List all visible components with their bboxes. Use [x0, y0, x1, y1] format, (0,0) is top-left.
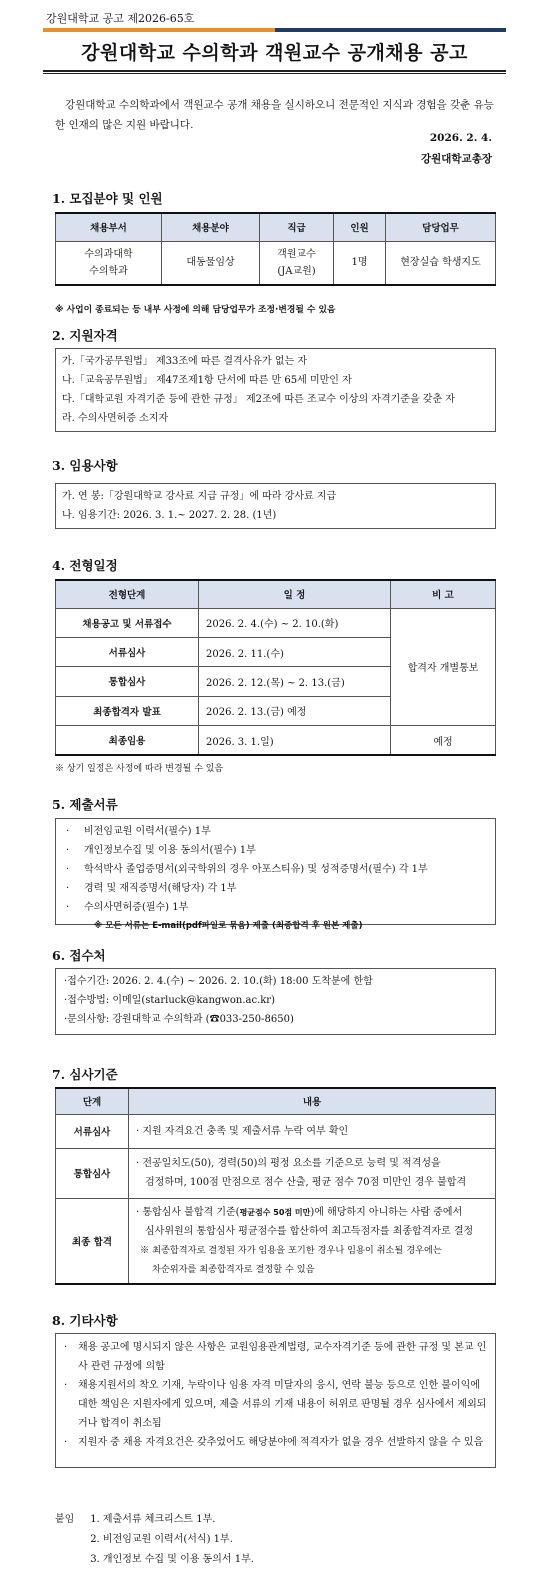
list-item: 나. 임용기간: 2026. 3. 1.~ 2027. 2. 28. (1년)	[62, 510, 277, 521]
section-title-qualification: 2. 지원자격	[52, 328, 118, 343]
table-row: 서류심사 · 지원 자격요건 충족 및 제출서류 누락 여부 확인	[56, 1114, 496, 1148]
list-item: ·문의사항: 강원대학교 수의학과 (☎033-250-8650)	[64, 1014, 294, 1025]
table-row: 서류심사 2026. 2. 11.(수)	[56, 637, 496, 666]
list-item: · 채용 공고에 명시되지 않은 사항은 교원임용관계법령, 교수자격기준 등에 관한 규정 및 본교 인사 관련 규정에 의함	[64, 1342, 487, 1372]
issuer: 강원대학교총장	[420, 153, 492, 165]
page-title: 강원대학교 수의학과 객원교수 공개채용 공고	[81, 42, 468, 64]
col-header: 비 고	[391, 580, 496, 608]
reception-box	[55, 968, 496, 1035]
list-item: 가. 연 봉:「강원대학교 강사료 지급 규정」에 따라 강사료 지급	[62, 491, 337, 502]
cell-count: 1명	[334, 241, 386, 285]
list-item: 라. 수의사면허증 소지자	[62, 413, 169, 424]
recruitment-note: ※ 사업이 종료되는 등 내부 사정에 의해 담당업무가 조정·변경될 수 있음	[55, 305, 336, 315]
col-header: 전형단계	[56, 580, 199, 608]
attachment-item: 1. 제출서류 체크리스트 1부.	[90, 1514, 216, 1525]
section-title-documents: 5. 제출서류	[52, 797, 118, 812]
list-item: ·접수기간: 2026. 2. 4.(수) ~ 2026. 2. 10.(화) 18:00 도착분에 한함	[64, 976, 373, 987]
list-item: 가.「국가공무원법」 제33조에 따른 결격사유가 없는 자	[62, 356, 307, 367]
title-rule	[43, 70, 506, 72]
table-row: 통합심사 · 전공일치도(50), 경력(50)의 평정 요소를 기준으로 능력 및 적격성을 검정하며, 100점 만점으로 점수 산출, 평균 점수 70점 미만인 경우 불합격	[56, 1148, 496, 1198]
col-header: 단계	[56, 1088, 129, 1114]
section-title-appointment: 3. 임용사항	[52, 458, 118, 473]
documents-box	[55, 818, 496, 931]
table-row: 채용공고 및 서류접수 2026. 2. 4.(수) ~ 2. 10.(화) 합격자 개별통보	[56, 608, 496, 637]
col-header: 담당업무	[386, 213, 496, 241]
col-header: 채용분야	[162, 213, 260, 241]
attachments	[55, 1510, 254, 1570]
list-item: 다.「대학교원 자격기준 등에 관한 규정」 제2조에 따른 조교수 이상의 자격기준을 갖춘 자	[62, 394, 455, 405]
table-row: 최종임용 2026. 3. 1.일) 예정	[56, 726, 496, 755]
col-header: 일 정	[199, 580, 391, 608]
table-row	[56, 241, 496, 285]
list-item: · 경력 및 재직증명서(해당자) 각 1부	[66, 883, 237, 894]
remark-cell: 합격자 개별통보	[391, 608, 496, 726]
col-header: 직급	[260, 213, 334, 241]
list-item: ·접수방법: 이메일(starluck@kangwon.ac.kr)	[64, 995, 275, 1006]
list-item: 나.「교육공무원법」 제47조제1항 단서에 따른 만 65세 미만인 자	[62, 375, 352, 386]
appointment-box	[55, 483, 496, 529]
documents-note: ※ 모든 서류는 E-mail(pdf파일로 묶음) 제출 (최종합격 후 원본 제출)	[94, 921, 363, 931]
intro-paragraph: 강원대학교 수의학과에서 객원교수 공개 채용을 실시하오니 전문적인 지식과 경험을 갖춘 유능한 인재의 많은 지원 바랍니다.	[55, 99, 494, 131]
section-title-misc: 8. 기타사항	[52, 1313, 118, 1328]
remark-cell: 예정	[391, 726, 496, 755]
list-item: · 개인정보수집 및 이용 동의서(필수) 1부	[66, 845, 256, 856]
section-title-criteria: 7. 심사기준	[52, 1067, 118, 1082]
table-row: 통합심사 2026. 2. 12.(목) ~ 2. 13.(금)	[56, 667, 496, 696]
schedule-table	[55, 579, 496, 756]
notice-number: 강원대학교 공고 제2026-65호	[46, 12, 195, 25]
col-header: 채용부서	[56, 213, 162, 241]
col-header: 내용	[129, 1088, 496, 1114]
section-title-reception: 6. 접수처	[52, 948, 106, 963]
list-item: · 수의사면허증(필수) 1부	[66, 902, 189, 913]
section-title-schedule: 4. 전형일정	[52, 558, 118, 573]
header-color-bar	[43, 28, 506, 32]
table-row: 최종 합격 · 통합심사 불합격 기준(평균점수 50점 미만)에 해당하지 아니하는 사람 중에서 심사위원의 통합심사 평균점수를 합산하여 최고득점자를 최종합격자로 결정 ※ 최종합격자로 결정된 자가 임용을 포기한 경우나 임용이 취소될 경우에는 차순위자를 최종합격자로 결정할 수 있음	[56, 1198, 496, 1284]
list-item: · 비전임교원 이력서(필수) 1부	[66, 826, 211, 837]
table-row: 최종합격자 발표 2026. 2. 13.(금) 예정	[56, 696, 496, 725]
cell-rank: 객원교수 (JA교원)	[260, 241, 334, 285]
schedule-note: ※ 상기 일정은 사정에 따라 변경될 수 있음	[55, 764, 224, 774]
col-header: 인원	[334, 213, 386, 241]
misc-box	[55, 1333, 496, 1468]
section-title-recruitment: 1. 모집분야 및 인원	[52, 191, 163, 206]
attachment-item: 3. 개인정보 수집 및 이용 동의서 1부.	[90, 1554, 254, 1565]
list-item: · 지원자 중 채용 자격요건은 갖추었어도 해당분야에 적격자가 없을 경우 선발하지 않을 수 있음	[64, 1437, 484, 1448]
list-item: · 채용지원서의 착오 기재, 누락이나 임용 자격 미달자의 응시, 연락 불능 등으로 인한 불이익에 대한 책임은 지원자에게 있으며, 제출 서류의 기재 내용이 허위로 판명될 경우 심사에서 제외되거나 합격이 취소됨	[64, 1380, 487, 1429]
attachment-item: 2. 비전임교원 이력서(서식) 1부.	[90, 1534, 233, 1545]
cell-dept: 수의과대학 수의학과	[56, 241, 162, 285]
cell-field: 대동물임상	[162, 241, 260, 285]
recruitment-table	[55, 212, 496, 286]
notice-date: 2026. 2. 4.	[429, 132, 492, 144]
criteria-table	[55, 1087, 496, 1285]
attachments-label: 붙임	[55, 1514, 75, 1525]
cell-duty: 현장실습 학생지도	[386, 241, 496, 285]
title-rule-thin	[43, 73, 506, 74]
qualification-box	[55, 348, 496, 432]
list-item: · 학석박사 졸업증명서(외국학위의 경우 아포스티유) 및 성적증명서(필수) 각 1부	[66, 864, 428, 875]
